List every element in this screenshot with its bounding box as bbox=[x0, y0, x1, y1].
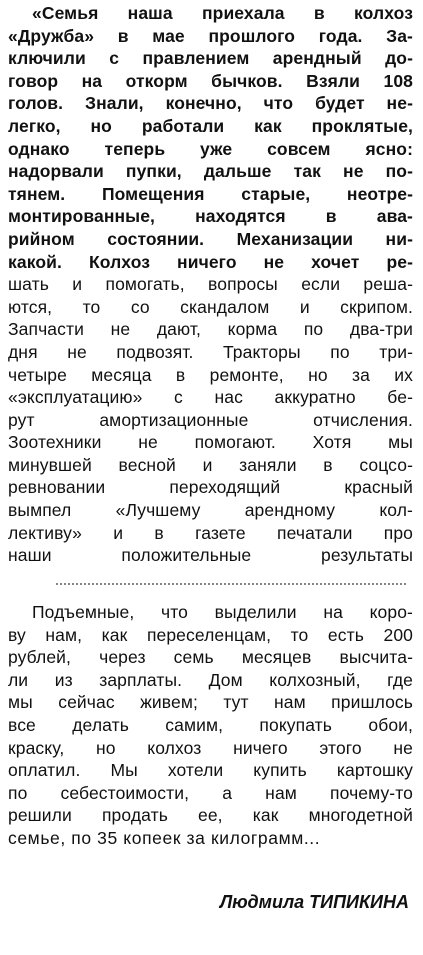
text-line: Подъемные, что выделили на коро- bbox=[32, 602, 413, 622]
text-line: говор на откорм бычков. Взяли 108 bbox=[8, 70, 413, 91]
text-line: «эксплуатацию» с нас аккуратно бе- bbox=[8, 387, 413, 408]
text-line: краску, но колхоз ничего этого не bbox=[8, 737, 413, 758]
text-line: наши положительные результаты bbox=[8, 545, 413, 566]
text-line: монтированные, находятся в ава- bbox=[8, 206, 413, 227]
text-line: голов. Знали, конечно, что будет не- bbox=[8, 93, 413, 114]
text-line: рийном состоянии. Механизации ни- bbox=[8, 228, 413, 249]
paragraph-2 bbox=[8, 601, 413, 850]
cropped-text-remnant bbox=[56, 583, 406, 593]
text-line: ются, то со скандалом и скрипом. bbox=[8, 296, 413, 317]
author-signature: Людмила ТИПИКИНА bbox=[219, 892, 409, 912]
text-line: ли из зарплаты. Дом колхозный, где bbox=[8, 669, 413, 690]
text-line: четыре месяца в ремонте, но за их bbox=[8, 364, 413, 385]
text-line: все делать самим, покупать обои, bbox=[8, 714, 413, 735]
text-line: ключили с правлением арендный до- bbox=[8, 48, 413, 69]
text-line: семье, по 35 копеек за килограмм... bbox=[8, 827, 321, 848]
text-line: дня не подвозят. Тракторы по три- bbox=[8, 341, 413, 362]
text-line: решили продать ее, как многодетной bbox=[8, 805, 413, 826]
text-line: оплатил. Мы хотели купить картошку bbox=[8, 760, 413, 781]
text-line: минувшей весной и заняли в соцсо- bbox=[8, 454, 413, 475]
text-line: ву нам, как переселенцам, то есть 200 bbox=[8, 624, 413, 645]
text-line: «Семья наша приехала в колхоз bbox=[32, 3, 413, 23]
text-line: лективу» и в газете печатали про bbox=[8, 522, 413, 543]
text-line: по себестоимости, а нам почему-то bbox=[8, 782, 413, 803]
text-line: ревновании переходящий красный bbox=[8, 477, 413, 498]
text-line: Запчасти не дают, корма по два-три bbox=[8, 319, 413, 340]
text-line: вымпел «Лучшему арендному кол- bbox=[8, 500, 413, 521]
text-line: тянем. Помещения старые, неотре- bbox=[8, 183, 413, 204]
text-line: Зоотехники не помогают. Хотя мы bbox=[8, 432, 413, 453]
paragraph-1 bbox=[8, 2, 413, 567]
text-line: шать и помогать, вопросы если реша- bbox=[8, 274, 413, 295]
text-line: надорвали пупки, дальше так не по- bbox=[8, 161, 413, 182]
text-line: «Дружба» в мае прошлого года. За- bbox=[8, 25, 413, 46]
text-line: рублей, через семь месяцев высчита- bbox=[8, 647, 413, 668]
text-line: мы сейчас живем; тут нам пришлось bbox=[8, 692, 413, 713]
text-line: какой. Колхоз ничего не хочет ре- bbox=[8, 251, 413, 272]
text-line: однако теперь уже совсем ясно: bbox=[8, 138, 413, 159]
text-line: рут амортизационные отчисления. bbox=[8, 409, 413, 430]
text-line: легко, но работали как проклятые, bbox=[8, 115, 413, 136]
